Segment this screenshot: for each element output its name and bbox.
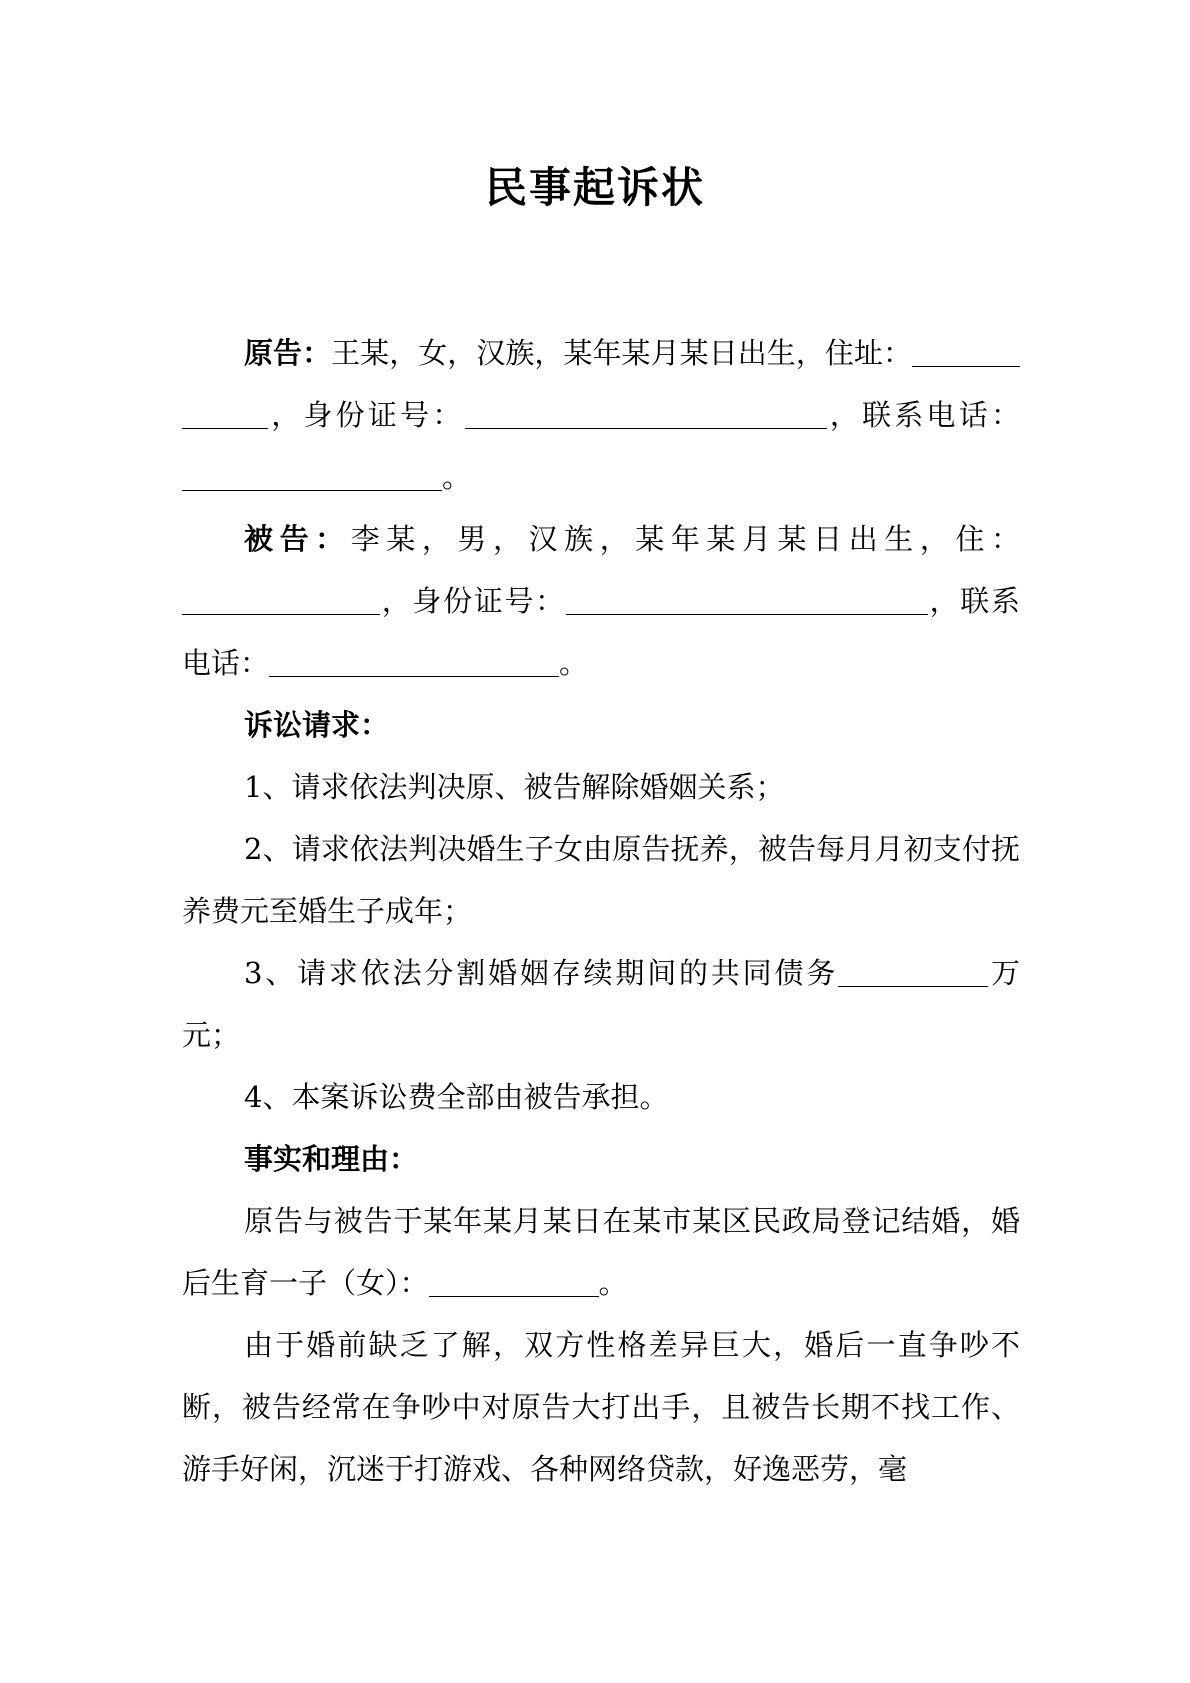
plaintiff-address-blank	[912, 336, 1020, 367]
child-name-blank	[429, 1266, 599, 1297]
document-body	[182, 322, 1020, 1500]
defendant-info: 李某，男，汉族，某年某月某日出生，住：	[350, 522, 1020, 556]
defendant-tel-blank-cont	[381, 646, 559, 677]
plaintiff-address-blank-cont	[182, 398, 268, 429]
claim-item-3-text: 3、请求依法分割婚姻存续期间的共同债务	[244, 956, 839, 990]
plaintiff-paragraph	[182, 322, 1020, 508]
facts-paragraph-2: 由于婚前缺乏了解，双方性格差异巨大，婚后一直争吵不断，被告经常在争吵中对原告大打出手，且被告长期不找工作、游手好闲，沉迷于打游戏、各种网络贷款，好逸恶劳，毫	[182, 1328, 1020, 1486]
document-title: 民事起诉状	[484, 163, 705, 212]
plaintiff-end: 。	[442, 460, 472, 494]
plaintiff-id-blank	[465, 398, 827, 429]
facts-paragraph-1-end: 。	[598, 1266, 628, 1300]
facts-paragraph-1-text: 原告与被告于某年某月某日在某市某区民政局登记结婚，婚后生育一子（女）：	[182, 1204, 1020, 1300]
defendant-end: 。	[559, 646, 589, 680]
claims-heading: 诉讼请求：	[244, 708, 390, 742]
defendant-tel-label: ，联系电话：	[182, 584, 1020, 680]
defendant-id-label: ，身份证号：	[380, 584, 566, 618]
defendant-tel-blank	[269, 646, 381, 677]
defendant-address-blank	[182, 584, 328, 615]
defendant-label: 被告：	[244, 522, 351, 556]
facts-heading: 事实和理由：	[244, 1142, 419, 1176]
defendant-id-blank	[566, 584, 928, 615]
claim-item-2: 2、请求依法判决婚生子女由原告抚养，被告每月月初支付抚养费元至婚生子成年；	[182, 832, 1020, 928]
defendant-paragraph	[182, 508, 1020, 694]
debt-amount-blank	[838, 956, 988, 987]
claim-item-4: 4、本案诉讼费全部由被告承担。	[244, 1080, 669, 1114]
plaintiff-tel-blank	[182, 460, 264, 491]
claim-item-1: 1、请求依法判决原、被告解除婚姻关系；	[244, 770, 785, 804]
claim-item-3	[182, 942, 1020, 1066]
claim-item-3-unit: 万元；	[182, 956, 1020, 1052]
facts-paragraph-1	[182, 1190, 1020, 1314]
plaintiff-id-label: ，身份证号：	[268, 398, 465, 432]
plaintiff-label: 原告：	[244, 336, 332, 370]
plaintiff-info: 王某，女，汉族，某年某月某日出生，住址：	[331, 336, 912, 370]
defendant-address-blank-cont	[328, 584, 380, 615]
plaintiff-tel-label: ，联系电话：	[826, 398, 1020, 432]
plaintiff-tel-blank-cont	[264, 460, 442, 491]
